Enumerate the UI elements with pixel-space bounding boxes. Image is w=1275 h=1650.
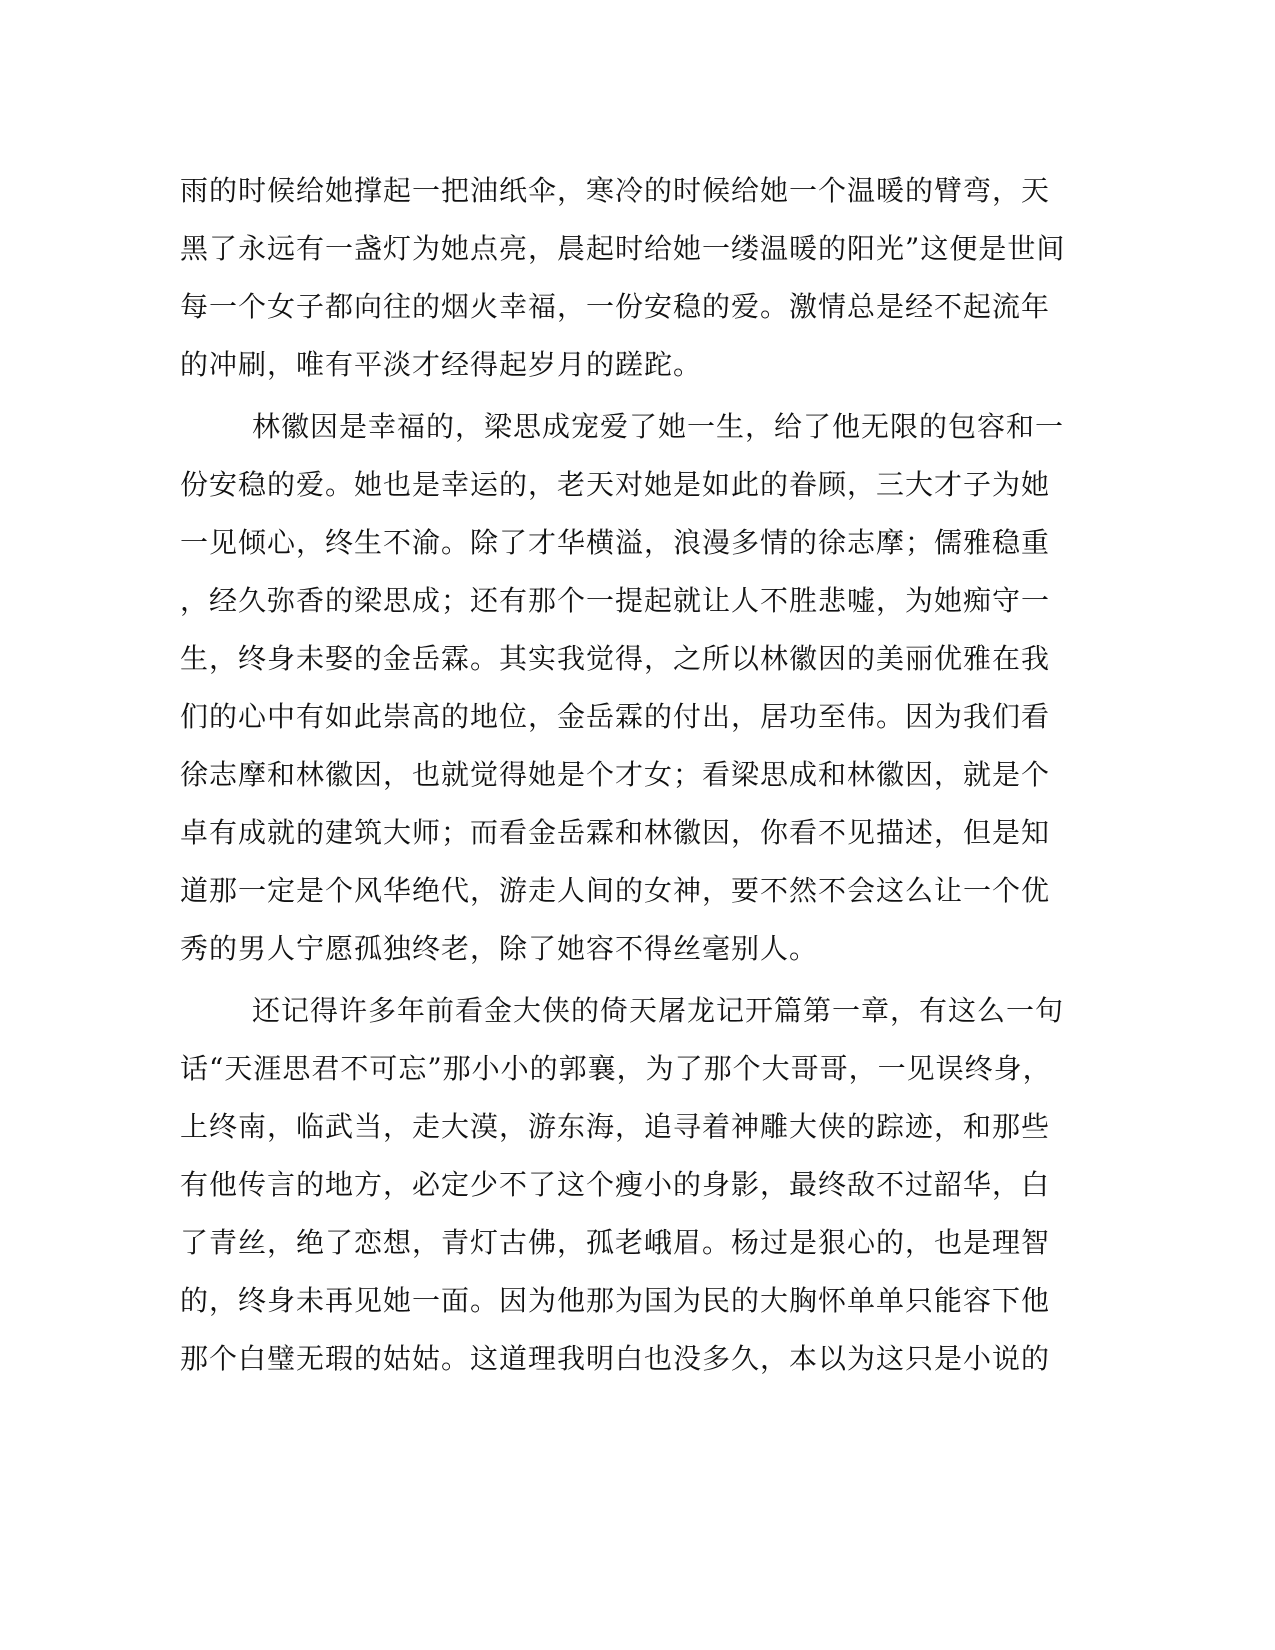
text-line: 卓有成就的建筑大师；而看金岳霖和林徽因，你看不见描述，但是知: [180, 816, 1051, 849]
text-line: 的，终身未再见她一面。因为他那为国为民的大胸怀单单只能容下他: [180, 1284, 1051, 1317]
text-line: 生，终身未娶的金岳霖。其实我觉得，之所以林徽因的美丽优雅在我: [180, 642, 1051, 675]
text-line: 了青丝，绝了恋想，青灯古佛，孤老峨眉。杨过是狠心的，也是理智: [180, 1226, 1051, 1259]
text-line: 黑了永远有一盏灯为她点亮，晨起时给她一缕温暖的阳光”这便是世间: [180, 232, 1066, 265]
text-line: 每一个女子都向往的烟火幸福，一份安稳的爱。激情总是经不起流年: [180, 290, 1051, 323]
text-line: 的冲刷，唯有平淡才经得起岁月的蹉跎。: [180, 348, 703, 381]
paragraph-3: [180, 982, 1065, 1388]
text-line: 徐志摩和林徽因，也就觉得她是个才女；看梁思成和林徽因，就是个: [180, 758, 1051, 791]
text-line: 秀的男人宁愿孤独终老，除了她容不得丝毫别人。: [180, 932, 819, 965]
text-line: 们的心中有如此崇高的地位，金岳霖的付出，居功至伟。因为我们看: [180, 700, 1051, 733]
text-line: 话“天涯思君不可忘”那小小的郭襄，为了那个大哥哥，一见误终身，: [180, 1052, 1052, 1085]
text-line-first: 还记得许多年前看金大侠的倚天屠龙记开篇第一章，有这么一句: [252, 994, 1065, 1027]
text-line: 道那一定是个风华绝代，游走人间的女神，要不然不会这么让一个优: [180, 874, 1051, 907]
text-line-first: 林徽因是幸福的，梁思成宠爱了她一生，给了他无限的包容和一: [252, 410, 1065, 443]
text-line: 份安稳的爱。她也是幸运的，老天对她是如此的眷顾，三大才子为她: [180, 468, 1051, 501]
text-line: 那个白璧无瑕的姑姑。这道理我明白也没多久，本以为这只是小说的: [180, 1342, 1051, 1375]
document-body: [180, 162, 1066, 1388]
paragraph-1: [180, 162, 1066, 394]
text-line: 雨的时候给她撑起一把油纸伞，寒冷的时候给她一个温暖的臂弯，天: [180, 174, 1051, 207]
text-line: ，经久弥香的梁思成；还有那个一提起就让人不胜悲嘘，为她痴守一: [180, 584, 1051, 617]
text-line: 上终南，临武当，走大漠，游东海，追寻着神雕大侠的踪迹，和那些: [180, 1110, 1051, 1143]
text-line: 一见倾心，终生不渝。除了才华横溢，浪漫多情的徐志摩；儒雅稳重: [180, 526, 1051, 559]
text-line: 有他传言的地方，必定少不了这个瘦小的身影，最终敌不过韶华，白: [180, 1168, 1051, 1201]
paragraph-2: [180, 398, 1065, 978]
